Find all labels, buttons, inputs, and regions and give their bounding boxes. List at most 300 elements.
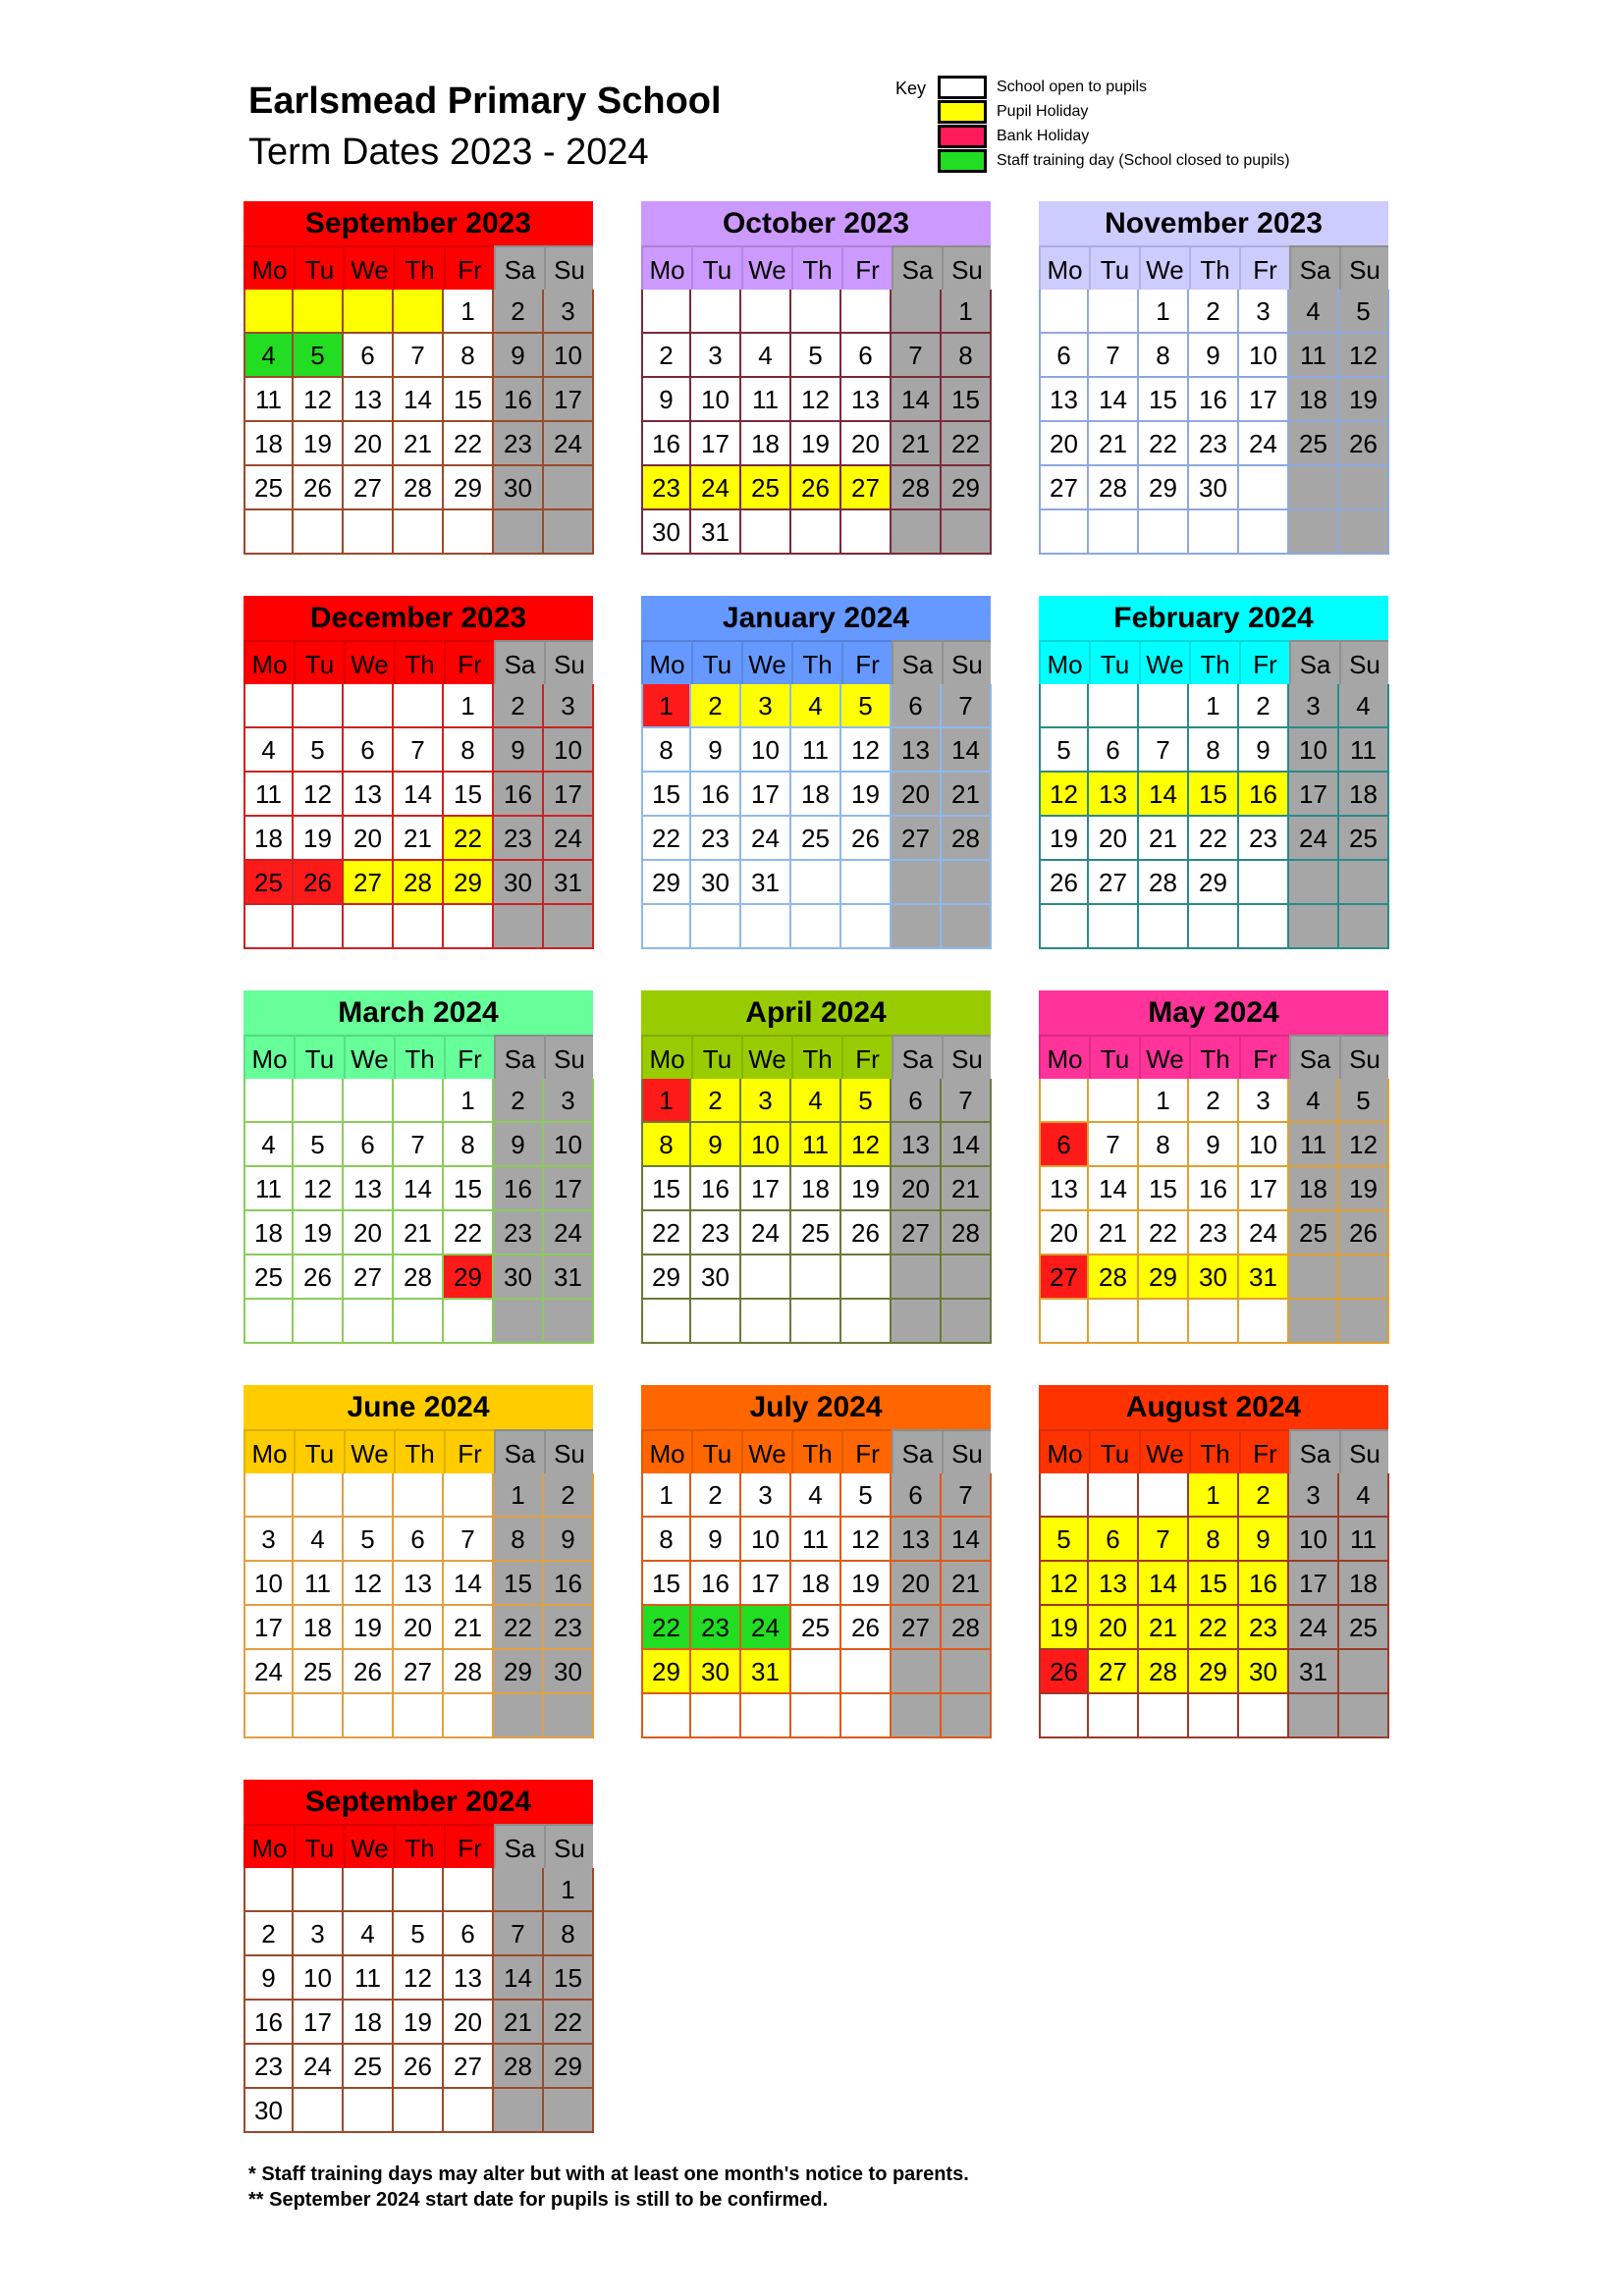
empty-day-cell xyxy=(344,1079,394,1123)
day-cell: 15 xyxy=(544,1956,594,2001)
day-cell: 26 xyxy=(841,1211,892,1255)
empty-day-cell xyxy=(344,905,394,949)
day-cell: 13 xyxy=(1039,1167,1089,1211)
day-cell: 1 xyxy=(444,684,494,728)
weekday-label: We xyxy=(741,640,791,684)
day-cell: 30 xyxy=(494,466,544,510)
empty-day-cell xyxy=(1239,1694,1289,1738)
weekday-label: Sa xyxy=(494,245,544,290)
day-cell: 17 xyxy=(1289,773,1339,817)
day-cell: 11 xyxy=(1289,334,1339,378)
weekday-label: Sa xyxy=(892,1429,942,1473)
empty-day-cell xyxy=(741,905,791,949)
day-cell: 16 xyxy=(494,378,544,422)
day-cell: 7 xyxy=(942,684,992,728)
day-cell: 24 xyxy=(544,817,594,861)
day-cell: 10 xyxy=(741,1123,791,1167)
day-cell: 11 xyxy=(1289,1123,1339,1167)
weekday-label: Mo xyxy=(243,1824,294,1868)
month-day-grid xyxy=(243,684,593,949)
day-cell: 19 xyxy=(344,1606,394,1650)
weekday-label: Th xyxy=(394,1429,444,1473)
day-cell: 26 xyxy=(841,1606,892,1650)
empty-day-cell xyxy=(494,905,544,949)
day-cell: 21 xyxy=(1089,422,1139,466)
day-cell: 10 xyxy=(544,334,594,378)
empty-day-cell xyxy=(1039,1694,1089,1738)
month-day-grid xyxy=(243,1868,593,2133)
day-cell: 27 xyxy=(1089,861,1139,905)
weekday-label: Sa xyxy=(494,640,544,684)
day-cell: 15 xyxy=(494,1562,544,1606)
day-cell: 9 xyxy=(494,1123,544,1167)
day-cell: 4 xyxy=(1289,1079,1339,1123)
day-cell: 28 xyxy=(1139,1650,1189,1694)
month-day-grid xyxy=(243,1473,593,1738)
empty-day-cell xyxy=(394,1300,444,1344)
empty-day-cell xyxy=(942,1300,992,1344)
weekday-label: Mo xyxy=(641,640,691,684)
empty-day-cell xyxy=(1039,905,1089,949)
day-cell: 7 xyxy=(1139,728,1189,773)
empty-day-cell xyxy=(1289,861,1339,905)
day-cell: 17 xyxy=(741,773,791,817)
empty-day-cell xyxy=(1289,905,1339,949)
empty-day-cell xyxy=(294,684,344,728)
day-cell: 14 xyxy=(444,1562,494,1606)
weekday-label: Fr xyxy=(444,245,494,290)
empty-day-cell xyxy=(494,1868,544,1912)
day-cell: 23 xyxy=(1189,1211,1239,1255)
empty-day-cell xyxy=(544,466,594,510)
day-cell: 16 xyxy=(1189,1167,1239,1211)
empty-day-cell xyxy=(494,1300,544,1344)
day-cell: 17 xyxy=(243,1606,294,1650)
day-cell: 10 xyxy=(741,728,791,773)
day-cell: 28 xyxy=(892,466,942,510)
empty-day-cell xyxy=(841,905,892,949)
day-cell: 24 xyxy=(243,1650,294,1694)
day-cell: 8 xyxy=(942,334,992,378)
day-cell: 9 xyxy=(544,1518,594,1562)
day-cell: 30 xyxy=(691,1650,741,1694)
empty-day-cell xyxy=(1289,1255,1339,1300)
day-cell: 9 xyxy=(641,378,691,422)
day-cell: 17 xyxy=(1239,1167,1289,1211)
day-cell: 30 xyxy=(494,1255,544,1300)
day-cell: 13 xyxy=(1039,378,1089,422)
day-cell: 29 xyxy=(444,1255,494,1300)
day-cell: 20 xyxy=(892,1562,942,1606)
day-cell: 21 xyxy=(394,422,444,466)
day-cell: 10 xyxy=(741,1518,791,1562)
day-cell: 16 xyxy=(494,1167,544,1211)
weekday-label: Su xyxy=(544,245,593,290)
day-cell: 9 xyxy=(243,1956,294,2001)
day-cell: 10 xyxy=(243,1562,294,1606)
day-cell: 20 xyxy=(344,817,394,861)
month-title: February 2024 xyxy=(1039,596,1388,640)
day-cell: 11 xyxy=(294,1562,344,1606)
empty-day-cell xyxy=(243,290,294,334)
weekday-label: Tu xyxy=(294,1824,344,1868)
day-cell: 12 xyxy=(294,1167,344,1211)
day-cell: 27 xyxy=(1089,1650,1139,1694)
empty-day-cell xyxy=(1339,466,1389,510)
day-cell: 16 xyxy=(1239,773,1289,817)
empty-day-cell xyxy=(394,1079,444,1123)
empty-day-cell xyxy=(1089,1694,1139,1738)
day-cell: 1 xyxy=(444,290,494,334)
empty-day-cell xyxy=(544,1300,594,1344)
month-title: September 2024 xyxy=(243,1780,593,1824)
day-cell: 22 xyxy=(444,817,494,861)
weekday-label: We xyxy=(344,1035,394,1079)
day-cell: 16 xyxy=(691,1562,741,1606)
weekday-label: We xyxy=(344,1429,394,1473)
day-cell: 18 xyxy=(243,422,294,466)
weekday-label: Tu xyxy=(1089,1429,1139,1473)
empty-day-cell xyxy=(1189,1300,1239,1344)
day-cell: 19 xyxy=(841,773,892,817)
day-cell: 27 xyxy=(892,817,942,861)
day-cell: 13 xyxy=(344,773,394,817)
day-cell: 12 xyxy=(1039,1562,1089,1606)
day-cell: 18 xyxy=(344,2001,394,2045)
day-cell: 12 xyxy=(841,1518,892,1562)
key-item-holiday xyxy=(938,100,1350,124)
day-cell: 11 xyxy=(243,378,294,422)
empty-day-cell xyxy=(1089,290,1139,334)
weekday-label: Sa xyxy=(1289,1429,1339,1473)
empty-day-cell xyxy=(544,1694,594,1738)
day-cell: 27 xyxy=(394,1650,444,1694)
key-item-bank xyxy=(938,125,1350,148)
empty-day-cell xyxy=(1089,684,1139,728)
day-cell: 5 xyxy=(394,1912,444,1956)
day-cell: 29 xyxy=(942,466,992,510)
empty-day-cell xyxy=(294,1300,344,1344)
day-cell: 1 xyxy=(444,1079,494,1123)
month-title: April 2024 xyxy=(641,990,991,1035)
day-cell: 24 xyxy=(544,1211,594,1255)
day-cell: 3 xyxy=(294,1912,344,1956)
day-cell: 8 xyxy=(641,1518,691,1562)
day-cell: 10 xyxy=(691,378,741,422)
weekday-label: Mo xyxy=(1039,640,1089,684)
day-cell: 25 xyxy=(791,817,841,861)
empty-day-cell xyxy=(841,1694,892,1738)
weekday-label: Mo xyxy=(1039,1035,1089,1079)
month-day-grid xyxy=(243,1079,593,1344)
empty-day-cell xyxy=(641,905,691,949)
empty-day-cell xyxy=(1039,1300,1089,1344)
day-cell: 27 xyxy=(444,2045,494,2089)
weekday-label: Mo xyxy=(243,640,294,684)
day-cell: 14 xyxy=(1139,773,1189,817)
weekday-label: Fr xyxy=(841,640,892,684)
day-cell: 21 xyxy=(394,1211,444,1255)
day-cell: 15 xyxy=(942,378,992,422)
empty-day-cell xyxy=(1339,905,1389,949)
empty-day-cell xyxy=(294,905,344,949)
weekday-label: Th xyxy=(1189,640,1239,684)
day-cell: 1 xyxy=(1139,290,1189,334)
day-cell: 24 xyxy=(741,1211,791,1255)
empty-day-cell xyxy=(294,1868,344,1912)
empty-day-cell xyxy=(1189,905,1239,949)
empty-day-cell xyxy=(344,290,394,334)
day-cell: 3 xyxy=(1289,1473,1339,1518)
day-cell: 6 xyxy=(892,1473,942,1518)
notes xyxy=(248,2162,969,2213)
day-cell: 9 xyxy=(691,728,741,773)
key-swatch-open xyxy=(938,76,987,99)
weekday-label: Fr xyxy=(1239,640,1289,684)
empty-day-cell xyxy=(741,1255,791,1300)
empty-day-cell xyxy=(1289,1694,1339,1738)
day-cell: 13 xyxy=(892,1518,942,1562)
day-cell: 15 xyxy=(1189,1562,1239,1606)
empty-day-cell xyxy=(1239,905,1289,949)
day-cell: 21 xyxy=(1139,1606,1189,1650)
day-cell: 27 xyxy=(892,1211,942,1255)
empty-day-cell xyxy=(394,1868,444,1912)
day-cell: 2 xyxy=(691,1079,741,1123)
day-cell: 6 xyxy=(1039,334,1089,378)
day-cell: 5 xyxy=(841,1079,892,1123)
key-text-bank: Bank Holiday xyxy=(997,128,1090,144)
weekday-label: Tu xyxy=(691,245,741,290)
empty-day-cell xyxy=(1089,1473,1139,1518)
day-cell: 11 xyxy=(741,378,791,422)
day-cell: 14 xyxy=(1089,1167,1139,1211)
empty-day-cell xyxy=(892,1300,942,1344)
day-cell: 21 xyxy=(942,1167,992,1211)
weekday-label: Tu xyxy=(294,245,344,290)
weekday-label: Fr xyxy=(444,1035,494,1079)
day-cell: 24 xyxy=(1239,422,1289,466)
weekday-label: Fr xyxy=(444,1824,494,1868)
day-cell: 2 xyxy=(1189,290,1239,334)
empty-day-cell xyxy=(1339,861,1389,905)
day-cell: 26 xyxy=(294,861,344,905)
weekday-label: Th xyxy=(1189,1035,1239,1079)
day-cell: 29 xyxy=(1189,1650,1239,1694)
day-cell: 5 xyxy=(344,1518,394,1562)
day-cell: 29 xyxy=(1189,861,1239,905)
month-day-grid xyxy=(641,1079,991,1344)
day-cell: 5 xyxy=(1039,728,1089,773)
empty-day-cell xyxy=(791,1255,841,1300)
month-calendar xyxy=(1039,596,1388,951)
day-cell: 9 xyxy=(1189,334,1239,378)
empty-day-cell xyxy=(1089,1079,1139,1123)
day-cell: 6 xyxy=(841,334,892,378)
month-calendar xyxy=(1039,1385,1388,1740)
day-cell: 17 xyxy=(741,1167,791,1211)
day-cell: 8 xyxy=(444,728,494,773)
day-cell: 30 xyxy=(544,1650,594,1694)
day-cell: 18 xyxy=(294,1606,344,1650)
day-cell: 3 xyxy=(741,684,791,728)
day-cell: 17 xyxy=(691,422,741,466)
day-cell: 17 xyxy=(1289,1562,1339,1606)
day-cell: 3 xyxy=(1239,290,1289,334)
day-cell: 8 xyxy=(1189,1518,1239,1562)
day-cell: 26 xyxy=(791,466,841,510)
weekday-label: Fr xyxy=(1239,1429,1289,1473)
empty-day-cell xyxy=(1139,1473,1189,1518)
day-cell: 4 xyxy=(791,684,841,728)
empty-day-cell xyxy=(1089,510,1139,555)
day-cell: 11 xyxy=(791,728,841,773)
day-cell: 28 xyxy=(394,466,444,510)
month-title: March 2024 xyxy=(243,990,593,1035)
day-cell: 13 xyxy=(1089,773,1139,817)
day-cell: 2 xyxy=(494,290,544,334)
day-cell: 15 xyxy=(641,1562,691,1606)
empty-day-cell xyxy=(444,510,494,555)
day-cell: 25 xyxy=(243,466,294,510)
empty-day-cell xyxy=(942,1650,992,1694)
day-cell: 1 xyxy=(1189,684,1239,728)
page-title: Earlsmead Primary School xyxy=(248,80,722,122)
day-cell: 7 xyxy=(494,1912,544,1956)
day-cell: 24 xyxy=(741,817,791,861)
day-cell: 14 xyxy=(1089,378,1139,422)
empty-day-cell xyxy=(892,861,942,905)
day-cell: 26 xyxy=(1339,1211,1389,1255)
empty-day-cell xyxy=(243,1473,294,1518)
day-cell: 1 xyxy=(544,1868,594,1912)
day-cell: 16 xyxy=(544,1562,594,1606)
day-cell: 4 xyxy=(344,1912,394,1956)
weekday-label: Su xyxy=(942,245,991,290)
day-cell: 21 xyxy=(444,1606,494,1650)
day-cell: 10 xyxy=(544,1123,594,1167)
empty-day-cell xyxy=(243,905,294,949)
day-cell: 2 xyxy=(691,1473,741,1518)
day-cell: 2 xyxy=(1189,1079,1239,1123)
day-cell: 26 xyxy=(394,2045,444,2089)
day-cell: 8 xyxy=(494,1518,544,1562)
empty-day-cell xyxy=(791,290,841,334)
day-cell: 24 xyxy=(294,2045,344,2089)
day-cell: 29 xyxy=(1139,466,1189,510)
day-cell: 13 xyxy=(1089,1562,1139,1606)
weekday-label: Sa xyxy=(892,1035,942,1079)
weekday-label: Fr xyxy=(444,1429,494,1473)
day-cell: 1 xyxy=(1189,1473,1239,1518)
empty-day-cell xyxy=(1039,684,1089,728)
day-cell: 8 xyxy=(641,1123,691,1167)
day-cell: 21 xyxy=(892,422,942,466)
day-cell: 20 xyxy=(344,422,394,466)
day-cell: 5 xyxy=(294,334,344,378)
weekday-label: Th xyxy=(791,245,841,290)
day-cell: 28 xyxy=(394,1255,444,1300)
day-cell: 12 xyxy=(294,773,344,817)
weekday-label: Tu xyxy=(691,640,741,684)
day-cell: 10 xyxy=(1239,334,1289,378)
day-cell: 25 xyxy=(741,466,791,510)
empty-day-cell xyxy=(243,510,294,555)
day-cell: 3 xyxy=(544,290,594,334)
day-cell: 10 xyxy=(1289,728,1339,773)
month-title: August 2024 xyxy=(1039,1385,1388,1429)
day-cell: 29 xyxy=(641,1650,691,1694)
day-cell: 3 xyxy=(1239,1079,1289,1123)
empty-day-cell xyxy=(394,290,444,334)
empty-day-cell xyxy=(1039,1473,1089,1518)
weekday-label: Su xyxy=(544,1824,593,1868)
empty-day-cell xyxy=(243,1300,294,1344)
empty-day-cell xyxy=(942,1694,992,1738)
day-cell: 28 xyxy=(494,2045,544,2089)
empty-day-cell xyxy=(1139,510,1189,555)
empty-day-cell xyxy=(841,861,892,905)
empty-day-cell xyxy=(641,1300,691,1344)
weekday-label: We xyxy=(344,640,394,684)
key-swatch-bank xyxy=(938,125,987,148)
day-cell: 19 xyxy=(1039,817,1089,861)
empty-day-cell xyxy=(1139,1300,1189,1344)
month-calendar xyxy=(243,1385,593,1740)
day-cell: 11 xyxy=(1339,1518,1389,1562)
empty-day-cell xyxy=(444,2089,494,2133)
day-cell: 15 xyxy=(444,773,494,817)
empty-day-cell xyxy=(1289,510,1339,555)
empty-day-cell xyxy=(1239,466,1289,510)
empty-day-cell xyxy=(294,1473,344,1518)
day-cell: 11 xyxy=(791,1123,841,1167)
empty-day-cell xyxy=(344,1300,394,1344)
day-cell: 23 xyxy=(691,817,741,861)
empty-day-cell xyxy=(394,1694,444,1738)
day-cell: 6 xyxy=(1039,1123,1089,1167)
weekday-label: Su xyxy=(544,1035,593,1079)
day-cell: 10 xyxy=(294,1956,344,2001)
day-cell: 19 xyxy=(1339,378,1389,422)
day-cell: 23 xyxy=(641,466,691,510)
weekday-label: Su xyxy=(544,1429,593,1473)
empty-day-cell xyxy=(892,1255,942,1300)
empty-day-cell xyxy=(892,1650,942,1694)
day-cell: 22 xyxy=(1189,817,1239,861)
day-cell: 6 xyxy=(892,1079,942,1123)
day-cell: 19 xyxy=(841,1167,892,1211)
day-cell: 9 xyxy=(691,1518,741,1562)
weekday-label: Mo xyxy=(243,245,294,290)
day-cell: 7 xyxy=(394,728,444,773)
empty-day-cell xyxy=(394,2089,444,2133)
empty-day-cell xyxy=(1139,905,1189,949)
day-cell: 13 xyxy=(344,1167,394,1211)
day-cell: 20 xyxy=(892,1167,942,1211)
weekday-label: Mo xyxy=(243,1429,294,1473)
empty-day-cell xyxy=(892,1694,942,1738)
empty-day-cell xyxy=(1189,1694,1239,1738)
day-cell: 12 xyxy=(1339,1123,1389,1167)
day-cell: 31 xyxy=(691,510,741,555)
month-day-grid xyxy=(1039,1473,1388,1738)
day-cell: 16 xyxy=(691,1167,741,1211)
day-cell: 5 xyxy=(1039,1518,1089,1562)
empty-day-cell xyxy=(1339,1255,1389,1300)
day-cell: 13 xyxy=(841,378,892,422)
day-cell: 18 xyxy=(1339,1562,1389,1606)
